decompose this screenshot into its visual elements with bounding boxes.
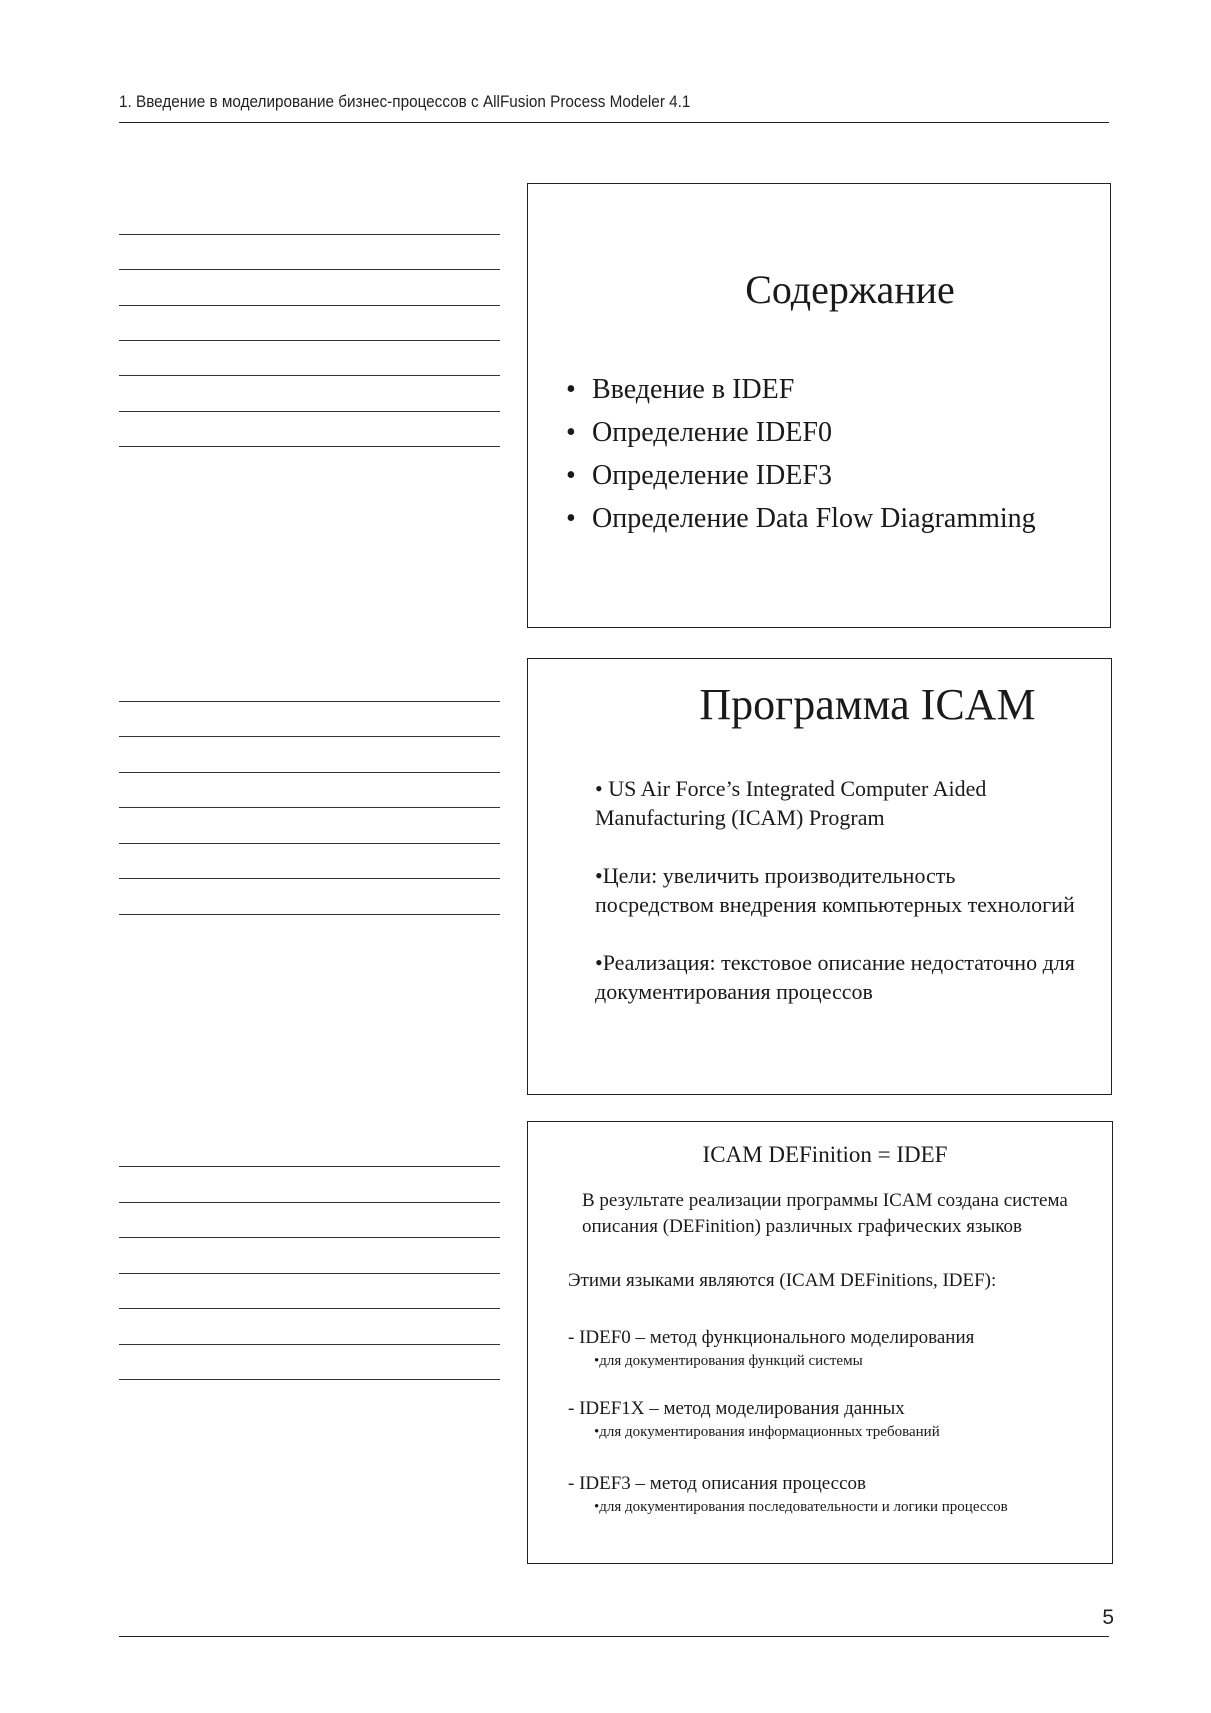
note-line [119,234,500,235]
note-line [119,411,500,412]
note-line [119,340,500,341]
note-line [119,1308,500,1309]
note-line [119,1166,500,1167]
slide-title: Содержание [745,267,955,312]
note-line [119,446,500,447]
slide-contents [527,183,1111,628]
note-line [119,1379,500,1380]
note-line [119,701,500,702]
note-line [119,843,500,844]
paragraph: • US Air Force’s Integrated Computer Aided Manufacturing (ICAM) Program [595,776,987,830]
note-line [119,269,500,270]
idef-item [568,1472,1098,1518]
idef-item [568,1326,1098,1372]
slide-icam-program [527,658,1112,1095]
note-line [119,807,500,808]
note-line [119,914,500,915]
slide-intro: В результате реализации программы ICAM создана система описания (DEFinition) различных графических языков [582,1190,1068,1237]
note-line [119,375,500,376]
idef-item [568,1397,1098,1443]
slide-icam-definition [527,1121,1113,1564]
list-item: • Определение Data Flow Diagramming [566,503,1036,534]
list-item: • Определение IDEF0 [566,417,832,448]
note-line [119,772,500,773]
footer-rule [119,1636,1109,1637]
note-line [119,305,500,306]
note-line [119,1237,500,1238]
note-line [119,1344,500,1345]
page-number: 5 [1102,1606,1114,1629]
note-line [119,878,500,879]
contents-list [566,374,1036,546]
note-line [119,736,500,737]
item-desc: •для документирования функций системы [594,1353,863,1369]
page-header [119,90,1109,123]
header-title: 1. Введение в моделирование бизнес-процессов с AllFusion Process Modeler 4.1 [119,92,691,111]
slide-body [595,774,1075,1035]
note-line [119,1202,500,1203]
languages-line: Этими языками являются (ICAM DEFinitions, IDEF): [568,1270,997,1291]
item-desc: •для документирования информационных требований [594,1424,940,1440]
item-name: - IDEF0 – метод функционального моделирования [568,1327,975,1348]
item-desc: •для документирования последовательности и логики процессов [594,1499,1008,1515]
slide-title: ICAM DEFinition = IDEF [702,1142,948,1167]
note-line [119,1273,500,1274]
paragraph: •Цели: увеличить производительность посредством внедрения компьютерных технологий [595,863,1075,917]
item-name: - IDEF3 – метод описания процессов [568,1473,867,1494]
list-item: • Определение IDEF3 [566,460,832,491]
paragraph: •Реализация: текстовое описание недостаточно для документирования процессов [595,950,1075,1004]
slide-title: Программа ICAM [699,680,1036,729]
item-name: - IDEF1X – метод моделирования данных [568,1398,905,1419]
list-item: • Введение в IDEF [566,374,795,405]
